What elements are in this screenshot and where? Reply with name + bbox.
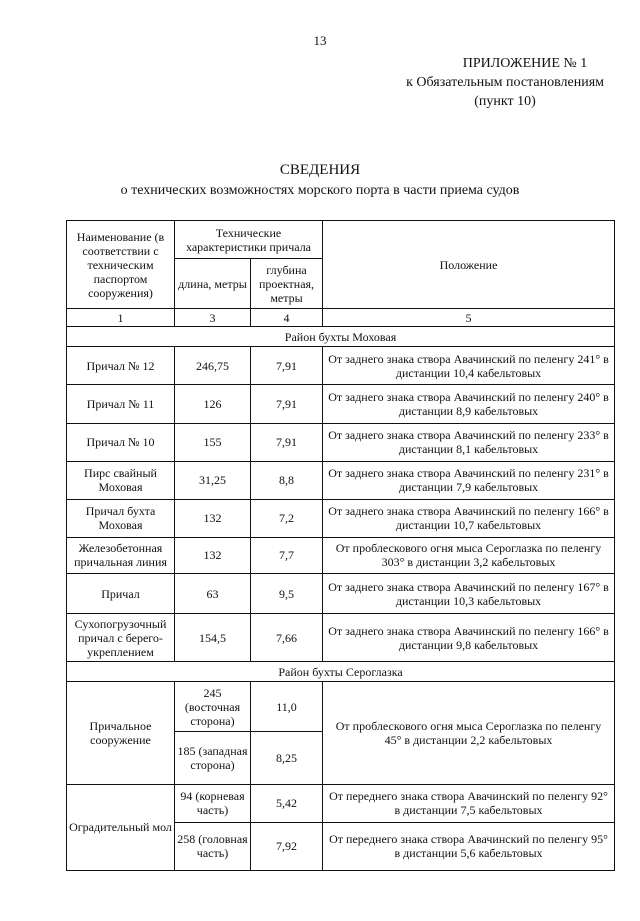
- table-row: [67, 682, 615, 732]
- berth-length: 245 (восточная сторона): [175, 682, 251, 732]
- table-row: [67, 347, 615, 385]
- table-row: [67, 499, 615, 537]
- berth-length: 63: [175, 574, 251, 614]
- table-row: [67, 574, 615, 614]
- appendix-reference: к Обязательным постановлениям: [406, 75, 604, 90]
- table-row: [67, 423, 615, 461]
- table-row: [67, 614, 615, 662]
- berth-name: Причал: [67, 574, 175, 614]
- berth-name: Причал № 10: [67, 423, 175, 461]
- berth-name: Причал № 11: [67, 385, 175, 423]
- berth-length: 154,5: [175, 614, 251, 662]
- berth-name: Оградительный мол: [67, 784, 175, 870]
- table-row: [67, 385, 615, 423]
- header-tech: Технические характеристики причала: [175, 221, 323, 259]
- berth-length: 94 (корневая часть): [175, 784, 251, 822]
- header-position: Положение: [323, 221, 615, 309]
- berth-position: От переднего знака створа Авачинский по пеленгу 95° в дистанции 5,6 кабельтовых: [323, 822, 615, 870]
- berth-length: 155: [175, 423, 251, 461]
- berth-depth: 5,42: [251, 784, 323, 822]
- col-number: 4: [251, 309, 323, 327]
- header-depth: глубина проектная, метры: [251, 259, 323, 309]
- berth-length: 258 (головная часть): [175, 822, 251, 870]
- section-heading: Район бухты Сероглазка: [67, 662, 615, 682]
- berth-depth: 8,8: [251, 461, 323, 499]
- header-length: длина, метры: [175, 259, 251, 309]
- berth-depth: 7,7: [251, 537, 323, 573]
- berth-depth: 7,92: [251, 822, 323, 870]
- table-row: [67, 461, 615, 499]
- berth-position: От проблескового огня мыса Сероглазка по пеленгу 303° в дистанции 3,2 кабельтовых: [323, 537, 615, 573]
- berth-name: Причальное сооружение: [67, 682, 175, 784]
- port-capabilities-table: [66, 220, 615, 871]
- document-title: СВЕДЕНИЯ: [279, 162, 361, 178]
- berth-position: От проблескового огня мыса Сероглазка по пеленгу 45° в дистанции 2,2 кабельтовых: [323, 682, 615, 784]
- berth-name: Сухопогрузочный причал с берего-укреплением: [67, 614, 175, 662]
- berth-position: От заднего знака створа Авачинский по пеленгу 240° в дистанции 8,9 кабельтовых: [323, 385, 615, 423]
- berth-length: 132: [175, 499, 251, 537]
- berth-length: 246,75: [175, 347, 251, 385]
- table-row: [67, 784, 615, 822]
- berth-position: От заднего знака створа Авачинский по пеленгу 241° в дистанции 10,4 кабельтовых: [323, 347, 615, 385]
- berth-position: От заднего знака створа Авачинский по пеленгу 166° в дистанции 9,8 кабельтовых: [323, 614, 615, 662]
- appendix-header: [406, 54, 604, 111]
- berth-depth: 7,66: [251, 614, 323, 662]
- col-number: 5: [323, 309, 615, 327]
- table-row: [67, 537, 615, 573]
- berth-depth: 8,25: [251, 732, 323, 784]
- berth-depth: 9,5: [251, 574, 323, 614]
- col-number: 1: [67, 309, 175, 327]
- berth-length: 185 (западная сторона): [175, 732, 251, 784]
- berth-position: От заднего знака створа Авачинский по пеленгу 167° в дистанции 10,3 кабельтовых: [323, 574, 615, 614]
- berth-length: 126: [175, 385, 251, 423]
- berth-length: 132: [175, 537, 251, 573]
- header-name: Наименование (в соответствии с техническим паспортом сооружения): [67, 221, 175, 309]
- berth-name: Железобетонная причальная линия: [67, 537, 175, 573]
- berth-length: 31,25: [175, 461, 251, 499]
- berth-position: От переднего знака створа Авачинский по пеленгу 92° в дистанции 7,5 кабельтовых: [323, 784, 615, 822]
- column-numbers-row: [67, 309, 615, 327]
- berth-depth: 7,2: [251, 499, 323, 537]
- berth-depth: 11,0: [251, 682, 323, 732]
- berth-position: От заднего знака створа Авачинский по пеленгу 231° в дистанции 7,9 кабельтовых: [323, 461, 615, 499]
- appendix-clause: (пункт 10): [474, 94, 536, 109]
- berth-name: Пирс свайный Моховая: [67, 461, 175, 499]
- page-number: 13: [313, 33, 327, 48]
- berth-depth: 7,91: [251, 385, 323, 423]
- berth-depth: 7,91: [251, 423, 323, 461]
- berth-depth: 7,91: [251, 347, 323, 385]
- document-subtitle: о технических возможностях морского порта в части приема судов: [120, 183, 520, 198]
- berth-name: Причал бухта Моховая: [67, 499, 175, 537]
- col-number: 3: [175, 309, 251, 327]
- berth-position: От заднего знака створа Авачинский по пеленгу 233° в дистанции 8,1 кабельтовых: [323, 423, 615, 461]
- berth-name: Причал № 12: [67, 347, 175, 385]
- section-heading: Район бухты Моховая: [67, 327, 615, 347]
- berth-position: От заднего знака створа Авачинский по пеленгу 166° в дистанции 10,7 кабельтовых: [323, 499, 615, 537]
- appendix-title: ПРИЛОЖЕНИЕ № 1: [462, 56, 588, 71]
